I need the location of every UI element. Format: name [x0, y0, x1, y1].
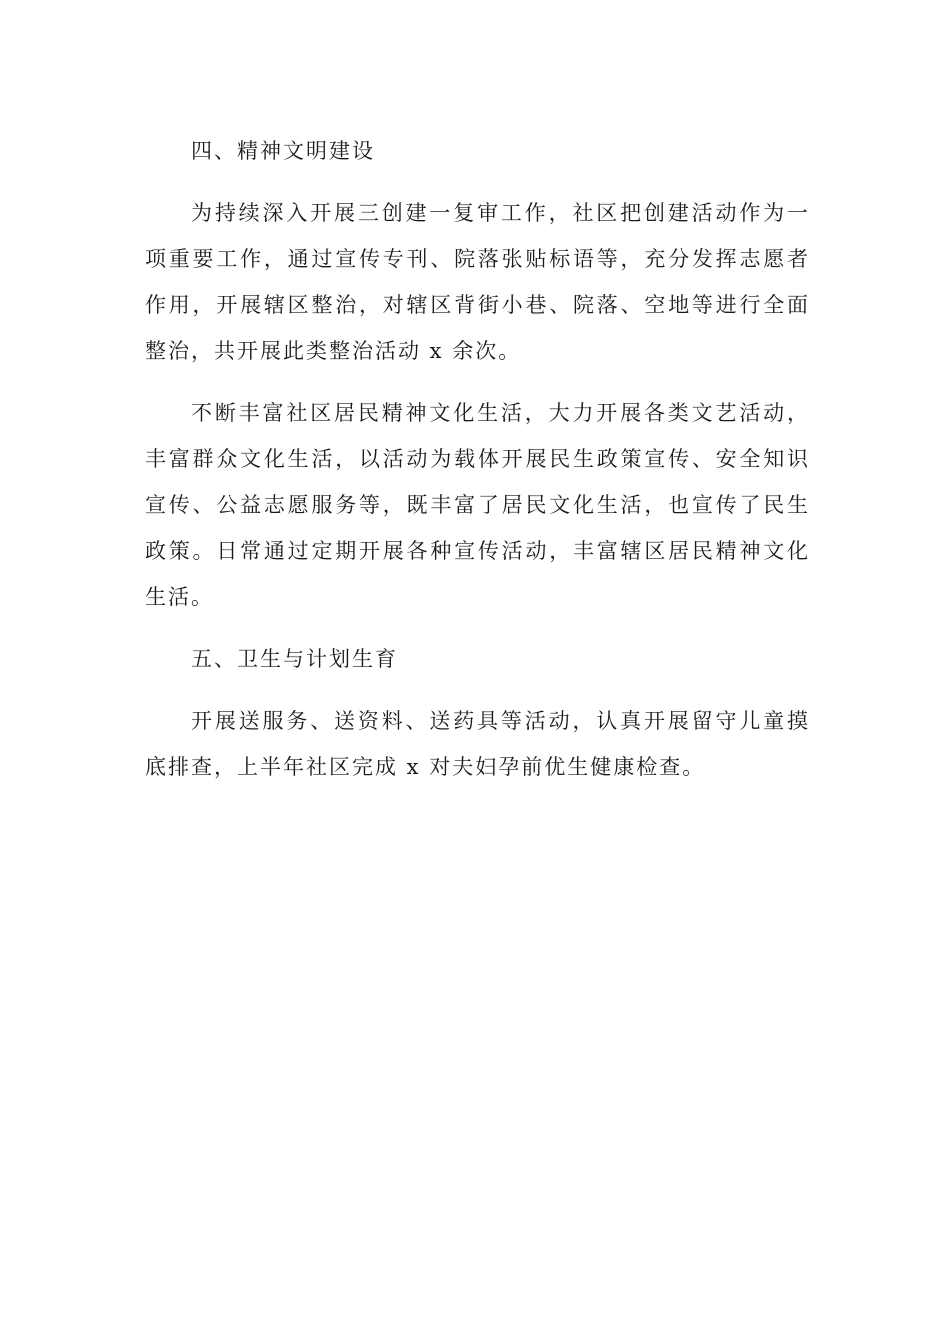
section-heading-5: 五、卫生与计划生育 [191, 647, 398, 671]
paragraph: 开展送服务、送资料、送药具等活动，认真开展留守儿童摸底排查，上半年社区完成 x 对夫妇孕前优生健康检查。 [145, 709, 810, 779]
section-heading-4: 四、精神文明建设 [191, 139, 375, 163]
document-body [145, 128, 810, 790]
paragraph: 为持续深入开展三创建一复审工作，社区把创建活动作为一项重要工作，通过宣传专刊、院落张贴标语等，充分发挥志愿者作用，开展辖区整治，对辖区背街小巷、院落、空地等进行全面整治，共开展此类整治活动 x 余次。 [145, 201, 810, 363]
paragraph: 不断丰富社区居民精神文化生活，大力开展各类文艺活动，丰富群众文化生活，以活动为载体开展民生政策宣传、安全知识宣传、公益志愿服务等，既丰富了居民文化生活，也宣传了民生政策。日常通过定期开展各种宣传活动，丰富辖区居民精神文化生活。 [145, 401, 810, 609]
